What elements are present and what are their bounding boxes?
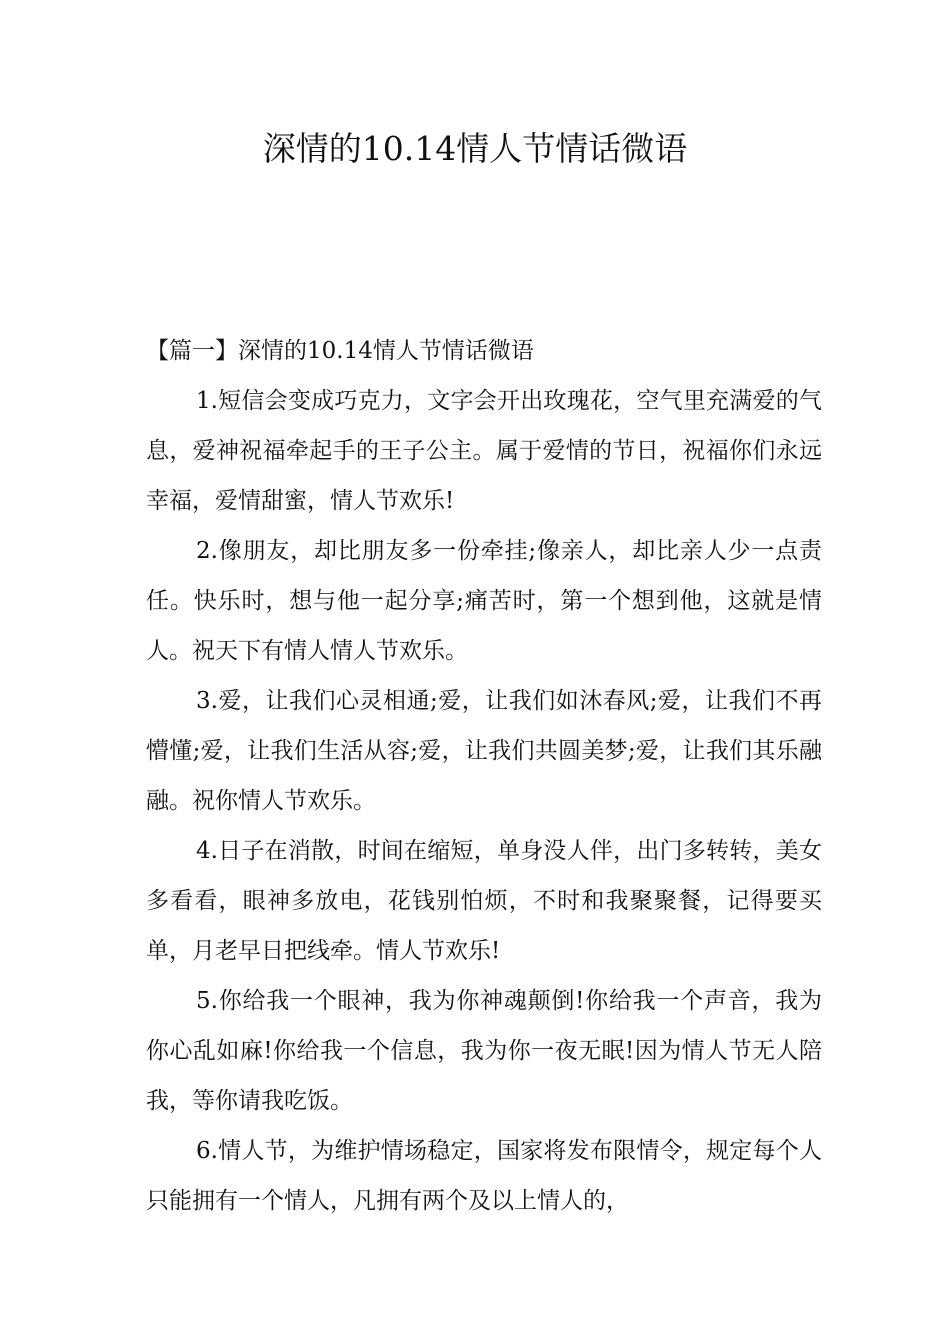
section-heading: 【篇一】深情的10.14情人节情话微语 [146, 338, 534, 364]
paragraph-4: 4.日子在消散，时间在缩短，单身没人伴，出门多转转，美女多看看，眼神多放电，花钱别怕烦，不时和我聚聚餐，记得要买单，月老早日把线牵。情人节欢乐! [146, 838, 822, 964]
paragraph-5: 5.你给我一个眼神，我为你神魂颠倒!你给我一个声音，我为你心乱如麻!你给我一个信息，我为你一夜无眠!因为情人节无人陪我，等你请我吃饭。 [146, 988, 822, 1114]
document-title: 深情的10.14情人节情话微语 [262, 129, 688, 168]
paragraph-6: 6.情人节，为维护情场稳定，国家将发布限情令，规定每个人只能拥有一个情人，凡拥有两个及以上情人的， [146, 1138, 822, 1214]
paragraph-3: 3.爱，让我们心灵相通;爱，让我们如沐春风;爱，让我们不再懵懂;爱，让我们生活从容;爱，让我们共圆美梦;爱，让我们其乐融融。祝你情人节欢乐。 [146, 688, 822, 814]
paragraph-2: 2.像朋友，却比朋友多一份牵挂;像亲人，却比亲人少一点责任。快乐时，想与他一起分享;痛苦时，第一个想到他，这就是情人。祝天下有情人情人节欢乐。 [146, 538, 822, 664]
paragraph-1: 1.短信会变成巧克力，文字会开出玫瑰花，空气里充满爱的气息，爱神祝福牵起手的王子公主。属于爱情的节日，祝福你们永远幸福，爱情甜蜜，情人节欢乐! [146, 388, 822, 514]
document-body [146, 326, 822, 1226]
